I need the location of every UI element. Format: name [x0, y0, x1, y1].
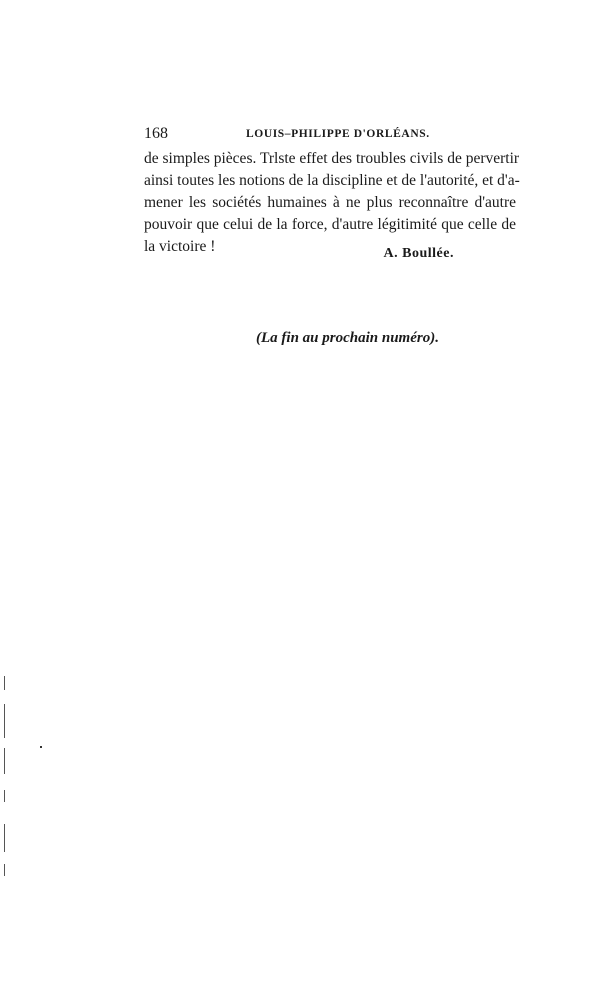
scan-mark [4, 676, 5, 690]
page-number: 168 [144, 125, 168, 142]
scan-mark [4, 790, 5, 802]
scan-margin-marks [0, 0, 60, 1000]
scan-mark [4, 704, 5, 738]
body-line: mener les sociétés humaines à ne plus reconnaître d'autre [144, 194, 516, 211]
continuation-note: (La fin au prochain numéro). [256, 330, 439, 346]
body-paragraph [144, 148, 520, 258]
scan-mark [4, 824, 5, 852]
scan-dot [40, 746, 42, 748]
scan-mark [4, 748, 5, 774]
body-line: de simples pièces. Trlste effet des troubles civils de pervertir [144, 150, 520, 167]
running-head [144, 125, 516, 147]
body-line: la victoire ! [144, 238, 216, 255]
body-line: pouvoir que celui de la force, d'autre légitimité que celle de [144, 216, 516, 233]
running-title: LOUIS–PHILIPPE D'ORLÉANS. [246, 128, 430, 140]
body-line: ainsi toutes les notions de la discipline et de l'autorité, et d'a- [144, 172, 520, 189]
author-signature: A. Boullée. [383, 246, 454, 261]
scan-mark [4, 864, 5, 876]
